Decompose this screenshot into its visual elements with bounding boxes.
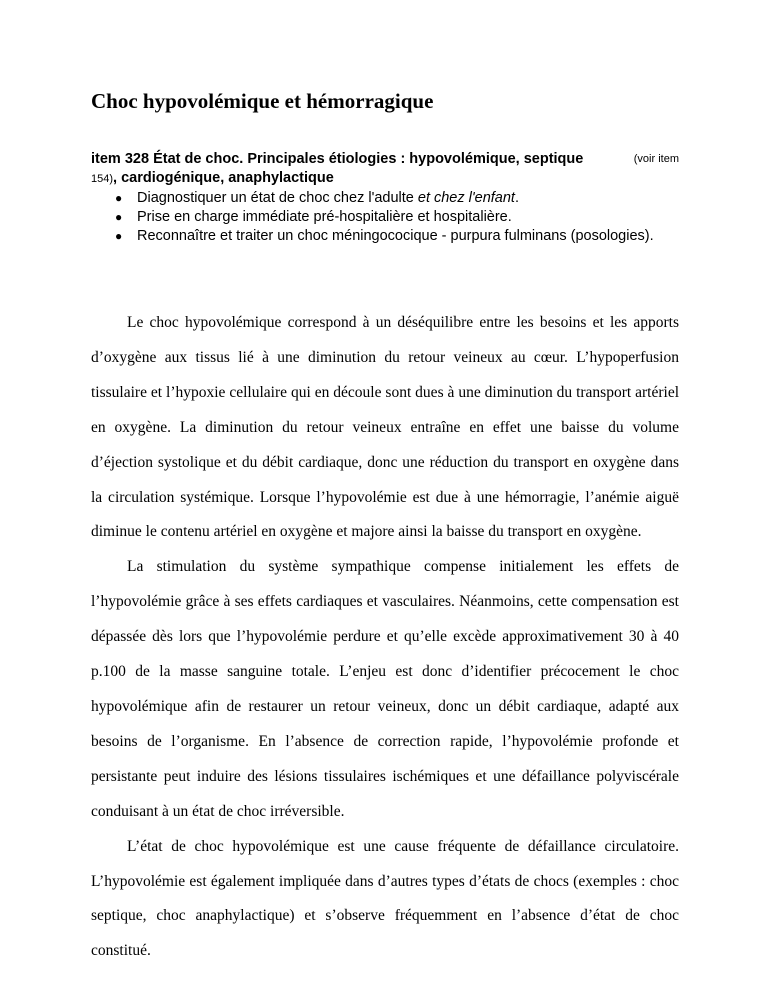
item-title-line-2	[91, 169, 679, 189]
paragraph: La stimulation du système sympathique compense initialement les effets de l’hypovolémie grâce à ses effets cardiaques et vasculaires. Néanmoins, cette compensation est dépassée dès lors que l’hypovolémie perdure et qu’elle excède approximativement 30 à 40 p.100 de la masse sanguine totale. L’enjeu est donc d’identifier précocement le choc hypovolémique afin de restaurer un retour veineux, donc un débit cardiaque, adapté aux besoins de l’organisme. En l’absence de correction rapide, l’hypovolémie profonde et persistante peut induire des lésions tissulaires ischémiques et une défaillance polyviscérale conduisant à un état de choc irréversible.	[91, 558, 679, 820]
item-header	[91, 150, 679, 246]
item-title-line-1	[91, 150, 679, 169]
item-title-continuation: , cardiogénique, anaphylactique	[113, 170, 334, 186]
paragraph: Le choc hypovolémique correspond à un déséquilibre entre les besoins et les apports d’oxygène aux tissus lié à une diminution du retour veineux au cœur. L’hypoperfusion tissulaire et l’hypoxie cellulaire qui en découle sont dues à une diminution du transport artériel en oxygène. La diminution du retour veineux entraîne en effet une baisse du volume d’éjection systolique et du débit cardiaque, donc une réduction du transport en oxygène dans la circulation systémique. Lorsque l’hypovolémie est due à une hémorragie, l’anémie aiguë diminue le contenu artériel en oxygène et majore ainsi la baisse du transport en oxygène.	[91, 314, 679, 541]
objective-item	[91, 227, 679, 246]
objective-text: Prise en charge immédiate pré-hospitalière et hospitalière.	[137, 209, 512, 225]
document-title: Choc hypovolémique et hémorragique	[91, 89, 434, 113]
bullet-icon: ●	[115, 191, 123, 205]
objective-text: Diagnostiquer un état de choc chez l'adulte	[137, 190, 418, 206]
bullet-icon: ●	[115, 229, 123, 243]
body-text	[91, 306, 679, 969]
objective-text: Reconnaître et traiter un choc méningococique - purpura fulminans (posologies).	[137, 228, 654, 244]
item-title-bold: item 328 État de choc. Principales étiologies : hypovolémique, septique	[91, 151, 584, 167]
objective-tail: .	[514, 190, 519, 206]
objective-item	[91, 189, 679, 208]
paragraph: L’état de choc hypovolémique est une cause fréquente de défaillance circulatoire. L’hypovolémie est également impliquée dans d’autres types d’états de chocs (exemples : choc septique, choc anaphylactique) et s’observe fréquemment en l’absence d’état de choc constitué.	[91, 837, 679, 960]
objectives-list	[91, 189, 679, 246]
objective-item	[91, 208, 679, 227]
objective-italic: et chez l'enfant	[417, 190, 515, 206]
item-reference-start: (voir item	[633, 153, 679, 165]
bullet-icon: ●	[115, 210, 123, 224]
item-reference-end: 154)	[91, 173, 114, 185]
